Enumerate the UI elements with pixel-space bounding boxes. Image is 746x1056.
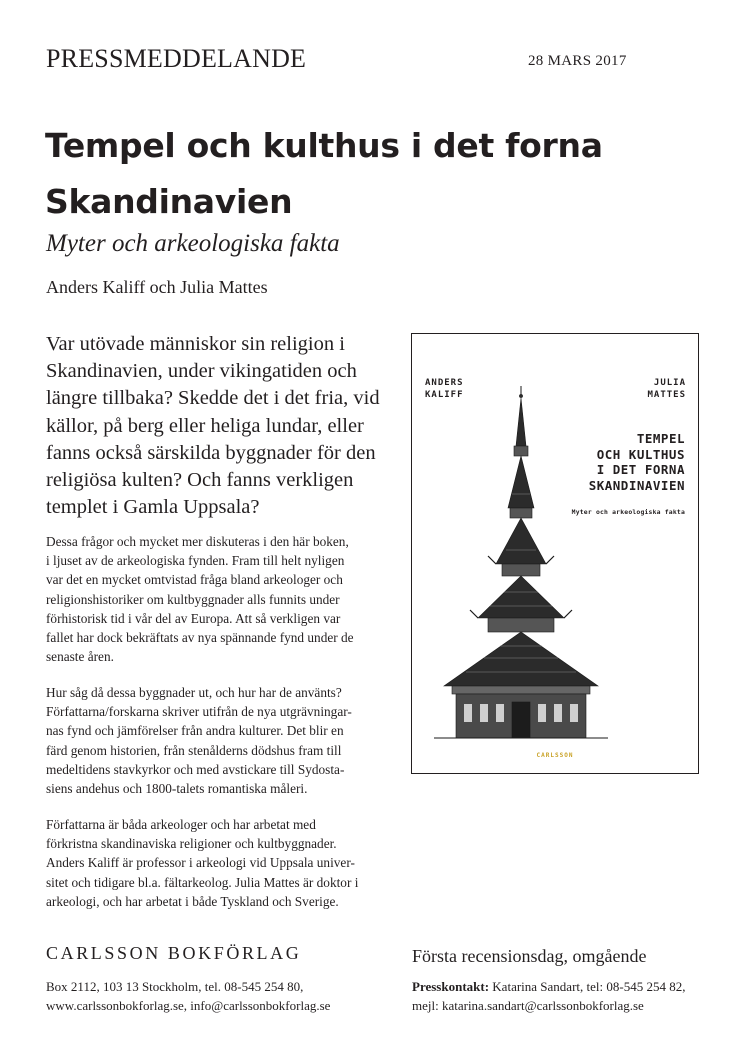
body-line: Författarna är båda arkeologer och har arbetat med: [46, 817, 316, 832]
body-paragraph-1: [46, 532, 391, 666]
stave-church-illustration: [426, 386, 616, 750]
body-line: siens andehus och 1800-talets romantiska måleri.: [46, 781, 308, 797]
body-line: sitet och tidigare bl.a. fältarkeolog. Julia Mattes är doktor i: [46, 874, 359, 890]
cover-publisher-logo: CARLSSON: [536, 752, 574, 759]
cover-title-line: TEMPEL: [636, 431, 685, 446]
body-line: fallet har dock bekräftats av nya spännande fynd under de: [46, 630, 354, 646]
press-contact: [412, 977, 685, 1015]
body-paragraph-3: [46, 815, 391, 911]
body-line: nas fynd och jämförelser från andra kulturer. Det blir en: [46, 723, 344, 739]
contact-line: mejl: katarina.sandart@carlssonbokforlag.se: [412, 998, 644, 1013]
document-type-heading: PRESSMEDDELANDE: [46, 44, 307, 73]
address-line: Box 2112, 103 13 Stockholm, tel. 08-545 254 80,: [46, 979, 304, 994]
book-title-line: Tempel och kulthus i det forna: [45, 126, 603, 165]
cover-author-line: ANDERS: [425, 378, 464, 388]
body-line: förhistorisk tid i vår del av Europa. Att så verkligen var: [46, 610, 341, 626]
cover-author-line: MATTES: [647, 390, 686, 400]
address-line: www.carlssonbokforlag.se, info@carlssonbokforlag.se: [46, 998, 331, 1013]
publisher-address: [46, 977, 330, 1015]
cover-author-right: [647, 377, 686, 401]
release-date: 28 MARS 2017: [528, 53, 627, 69]
book-cover-image: [411, 333, 699, 774]
lead-line: längre tillbaka? Skedde det i det fria, vid: [46, 387, 380, 410]
book-title-line: Skandinavien: [45, 182, 293, 221]
contact-label: Presskontakt:: [412, 979, 490, 994]
body-line: arkeologi, och har arbetat i både Tyskland och Sverige.: [46, 893, 339, 909]
cover-title-line: I DET FORNA: [596, 462, 685, 477]
body-line: i ljuset av de arkeologiska fynden. Fram till helt nyligen: [46, 553, 345, 569]
book-authors: Anders Kaliff och Julia Mattes: [46, 277, 268, 297]
lead-line: Skandinavien, under vikingatiden och: [46, 360, 357, 383]
body-line: religionshistoriker om kultbyggnader alls funnits under: [46, 591, 340, 607]
review-date: Första recensionsdag, omgående: [412, 946, 647, 966]
cover-title: [589, 431, 685, 493]
body-line: färd genom historien, från stenålderns dödshus fram till: [46, 742, 342, 758]
cover-author-line: KALIFF: [425, 390, 464, 400]
lead-line: källor, på berg eller heliga lundar, eller: [46, 414, 364, 437]
body-line: Författarna/forskarna skriver utifrån de nya utgrävningar-: [46, 704, 352, 720]
body-line: medeltidens stavkyrkor och med avstickare till Sydosta-: [46, 761, 345, 777]
body-line: Dessa frågor och mycket mer diskuteras i den här boken,: [46, 534, 349, 549]
body-line: var det en mycket omtvistad fråga bland arkeologer och: [46, 572, 343, 588]
cover-subtitle: Myter och arkeologiska fakta: [571, 508, 685, 516]
lead-line: templet i Gamla Uppsala?: [46, 496, 260, 519]
body-line: förkristna skandinaviska religioner och kultbyggnader.: [46, 836, 337, 852]
body-line: senaste åren.: [46, 649, 114, 665]
lead-line: religiösa kulten? Och fanns verkligen: [46, 469, 354, 492]
cover-title-line: OCH KULTHUS: [596, 446, 685, 462]
publisher-name: CARLSSON BOKFÖRLAG: [46, 943, 302, 963]
contact-details: Katarina Sandart, tel: 08-545 254 82,: [489, 979, 686, 994]
lead-line: Var utövade människor sin religion i: [46, 333, 345, 355]
contact-line: [412, 977, 685, 996]
book-subtitle: Myter och arkeologiska fakta: [46, 230, 340, 257]
cover-author-line: JULIA: [653, 378, 686, 388]
body-paragraph-2: [46, 683, 391, 798]
body-line: Hur såg då dessa byggnader ut, och hur har de använts?: [46, 685, 342, 700]
lead-line: fanns också särskilda byggnader för den: [46, 441, 376, 464]
lead-paragraph: [46, 331, 391, 521]
cover-title-line: SKANDINAVIEN: [588, 477, 685, 493]
body-line: Anders Kaliff är professor i arkeologi vid Uppsala univer-: [46, 855, 355, 871]
book-title: [45, 118, 685, 230]
